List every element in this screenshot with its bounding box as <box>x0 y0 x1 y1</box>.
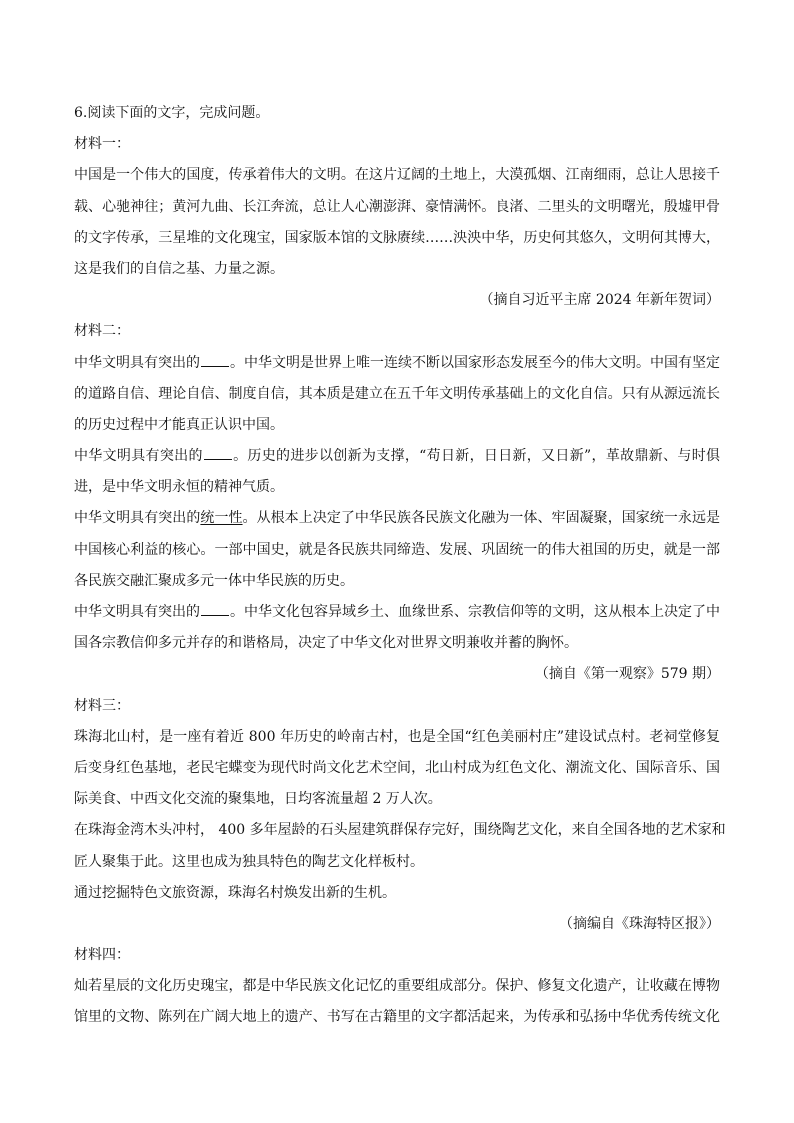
p4-prefix: 中华文明具有突出的 <box>74 604 200 620</box>
p4-rest: 。中华文化包容异域乡土、血缘世系、宗教信仰等的文明，这从根本上决定了中 <box>230 604 720 620</box>
material3-line: 际美食、中西文化交流的聚集地，日均客流量超 2 万人次。 <box>74 791 442 808</box>
fill-in-blank <box>201 352 229 367</box>
material2-p2-line: 进，是中华文明永恒的精神气质。 <box>74 479 284 496</box>
p1-rest: 。中华文明是世界上唯一连续不断以国家形态发展至今的伟大文明。中国有坚定 <box>230 354 720 371</box>
material2-p2-line <box>74 441 720 472</box>
fill-in-blank <box>201 601 229 616</box>
material4-line: 灿若星辰的文化历史瑰宝，都是中华民族文化记忆的重要组成部分。保护、修复文化遗产，让收藏在博物 <box>74 978 720 995</box>
material2-p4-line: 国各宗教信仰多元并存的和谐格局，决定了中华文化对世界文明兼收并蓄的胸怀。 <box>74 635 578 652</box>
material3-line: 匠人聚集于此。这里也成为独具特色的陶艺文化样板村。 <box>74 853 424 870</box>
material1-source: （摘自习近平主席 2024 年新年贺词） <box>479 292 720 309</box>
p1-prefix: 中华文明具有突出的 <box>74 354 200 371</box>
p3-prefix: 中华文明具有突出的 <box>74 510 201 527</box>
material1-line: 载、心驰神往；黄河九曲、长江奔流，总让人心潮澎湃、豪情满怀。良渚、二里头的文明曙光，殷墟甲骨 <box>74 198 720 215</box>
material2-p1-line: 的历史过程中才能真正认识中国。 <box>74 416 284 433</box>
material2-p3-line: 各民族交融汇聚成多元一体中华民族的历史。 <box>74 572 354 589</box>
material2-p4-line <box>74 597 720 628</box>
material1-line: 中国是一个伟大的国度，传承着伟大的文明。在这片辽阔的土地上，大漠孤烟、江南细雨，总让人思接千 <box>74 167 720 184</box>
material3-line: 后变身红色基地，老民宅蝶变为现代时尚文化艺术空间，北山村成为红色文化、潮流文化、国际音乐、国 <box>74 759 720 776</box>
material3-line: 珠海北山村，是一座有着近 800 年历史的岭南古村，也是全国“红色美丽村庄”建设试点村。老祠堂修复 <box>74 728 720 745</box>
material2-p1-line: 的道路自信、理论自信、制度自信，其本质是建立在五千年文明传承基础上的文化自信。只有从源远流长 <box>74 385 720 402</box>
p3-rest: 。从根本上决定了中华民族各民族文化融为一体、牢固凝聚，国家统一永远是 <box>242 510 721 527</box>
material2-source: （摘自《第一观察》579 期） <box>534 666 720 683</box>
material2-p1-line <box>74 348 720 379</box>
material3-line: 在珠海金湾木头冲村， 400 多年屋龄的石头屋建筑群保存完好，围绕陶艺文化，来自全国各地的艺术家和 <box>74 822 726 839</box>
material1-heading: 材料一： <box>74 136 130 153</box>
material4-line: 馆里的文物、陈列在广阔大地上的遗产、书写在古籍里的文字都活起来，为传承和弘扬中华优秀传统文化 <box>74 1009 720 1026</box>
material3-line: 通过挖掘特色文旅资源，珠海名村焕发出新的生机。 <box>74 884 396 901</box>
material2-heading: 材料二： <box>74 323 130 340</box>
material2-p3-line <box>74 503 720 534</box>
p2-rest: 。历史的进步以创新为支撑，“苟日新，日日新，又日新”，革故鼎新、与时俱 <box>232 448 721 465</box>
material1-line: 这是我们的自信之基、力量之源。 <box>74 260 284 277</box>
question-title: 6.阅读下面的文字，完成问题。 <box>74 105 270 121</box>
material3-heading: 材料三： <box>74 697 130 714</box>
p2-prefix: 中华文明具有突出的 <box>74 448 203 465</box>
material3-source: （摘编自《珠海特区报》） <box>559 915 720 932</box>
underlined-term: 统一性 <box>200 510 243 527</box>
fill-in-blank <box>204 445 232 460</box>
material2-p3-line: 中国核心利益的核心。一部中国史，就是各民族共同缔造、发展、巩固统一的伟大祖国的历史，就是一部 <box>74 541 720 558</box>
material4-heading: 材料四： <box>74 947 130 964</box>
document-page <box>74 98 726 1034</box>
material1-line: 的文字传承，三星堆的文化瑰宝，国家版本馆的文脉赓续……泱泱中华，历史何其悠久，文明何其博大， <box>74 229 720 246</box>
